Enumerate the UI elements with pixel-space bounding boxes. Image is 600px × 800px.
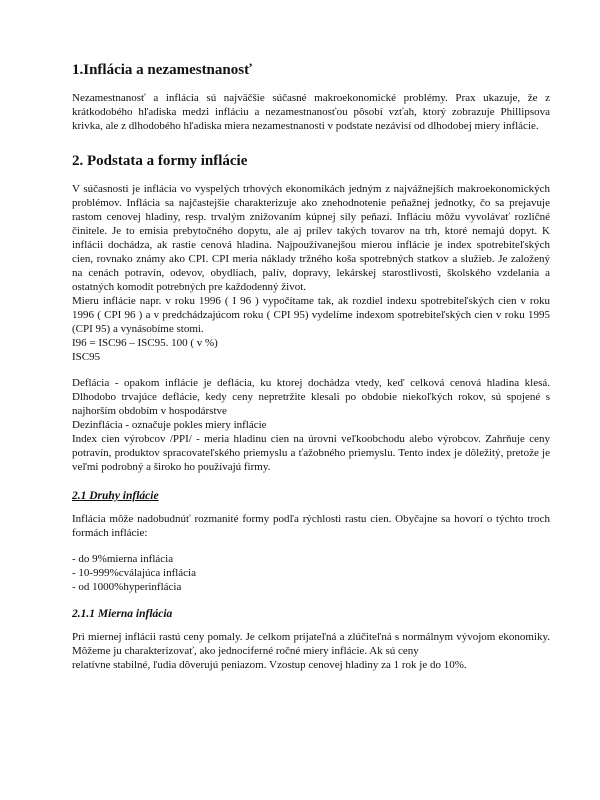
section-1-paragraph: Nezamestnanosť a inflácia sú najväčšie súčasné makroekonomické problémy. Prax ukazuje, že z krátkodobého hľadiska medzi infláciu a nezamestnanosťou pôsobí vzťah, ktorý zobrazuje Phillipsova krivka, ale z dlhodobého hľadiska miera nezamestnanosti v podstate nezávisí od dlhodobej miery inflácie.: [72, 92, 550, 132]
section-2-1-heading: 2.1 Druhy inflácie: [72, 490, 159, 502]
section-2-paragraph-inflation-rate: Mieru inflácie napr. v roku 1996 ( I 96 ) vypočítame tak, ak rozdiel indexu spotrebiteľských cien v roku 1996 ( CPI 96 ) a v predchádzajúcom roku ( CPI 95) vydelíme indexom spotrebiteľských cien v roku 1995 (CPI 95) a vynásobíme stomi.: [72, 295, 550, 335]
list-item: - do 9%mierna inflácia: [72, 553, 174, 565]
section-2-paragraph-intro: V súčasnosti je inflácia vo vyspelých trhových ekonomikách jedným z najvážnejších makroekonomických problémov. Inflácia sa najčastejšie charakterizuje ako znehodnotenie peňažnej jednotky, čo sa prejavuje rastom cenovej hladiny, resp. trvalým znižovaním kúpnej sily peňazí. Infláciu môžu vyvolávať rozličné činitele. Je to emisia prebytočného dopytu, ale aj prílev takých tovarov na trh, ktoré nemajú dopyt. K inflácii dochádza, ak rastie cenová hladina. Najpoužívanejšou mierou inflácie je index spotrebiteľských cien, rovnako známy ako CPI. CPI meria náklady tržného koša spotrebných statkov a služieb. Je založený na cenách potravín, odevov, obydliach, palív, dopravy, lekárskej starostlivosti, školského vzdelania a ostatných komodít potrebných pre každodenný život.: [72, 183, 550, 293]
section-1-heading: 1.Inflácia a nezamestnanosť: [72, 62, 252, 78]
list-item: - 10-999%cválajúca inflácia: [72, 567, 196, 579]
spacer: [72, 540, 550, 552]
section-2-1-paragraph: Inflácia môže nadobudnúť rozmanité formy podľa rýchlosti rastu cien. Obyčajne sa hovorí o týchto troch formách inflácie:: [72, 513, 550, 539]
inflation-formula-denominator: ISC95: [72, 351, 101, 363]
section-2-1-1-paragraph: Pri miernej inflácii rastú ceny pomaly. Je celkom prijateľná a zlúčiteľná s normálnym vývojom ekonomiky. Môžeme ju charakterizovať, ako jednociferné ročné miery inflácie. Ak sú ceny: [72, 631, 550, 657]
section-2-1-1-heading: 2.1.1 Mierna inflácia: [72, 608, 173, 620]
section-2-heading: 2. Podstata a formy inflácie: [72, 153, 248, 169]
inflation-forms-list: [72, 552, 550, 594]
list-item: - od 1000%hyperinflácia: [72, 581, 182, 593]
spacer: [72, 364, 550, 376]
section-2-paragraph-deflation: Deflácia - opakom inflácie je deflácia, ku ktorej dochádza vtedy, keď celková cenová hladina klesá. Dlhodobo trvajúce deflácie, kedy ceny nepretržite klesali po obdobie niekoľkých rokov, sú spojené s najhorším obdobím v hospodárstve: [72, 377, 550, 417]
section-2-paragraph-disinflation: Dezinflácia - označuje pokles miery inflácie: [72, 419, 267, 431]
inflation-formula-numerator: I96 = ISC96 – ISC95. 100 ( v %): [72, 337, 218, 349]
section-2-1-1-paragraph-cont: relatívne stabilné, ľudia dôverujú peniazom. Vzostup cenovej hladiny za 1 rok je do 10%.: [72, 659, 467, 671]
section-2-paragraph-ppi: Index cien výrobcov /PPI/ - meria hladinu cien na úrovni veľkoobchodu alebo výrobcov. Zahrňuje ceny potravín, produktov spracovateľského priemyslu a ťažobného priemyslu. Tento index je dôležitý, pretože je veľmi podrobný a široko ho používajú firmy.: [72, 433, 550, 473]
